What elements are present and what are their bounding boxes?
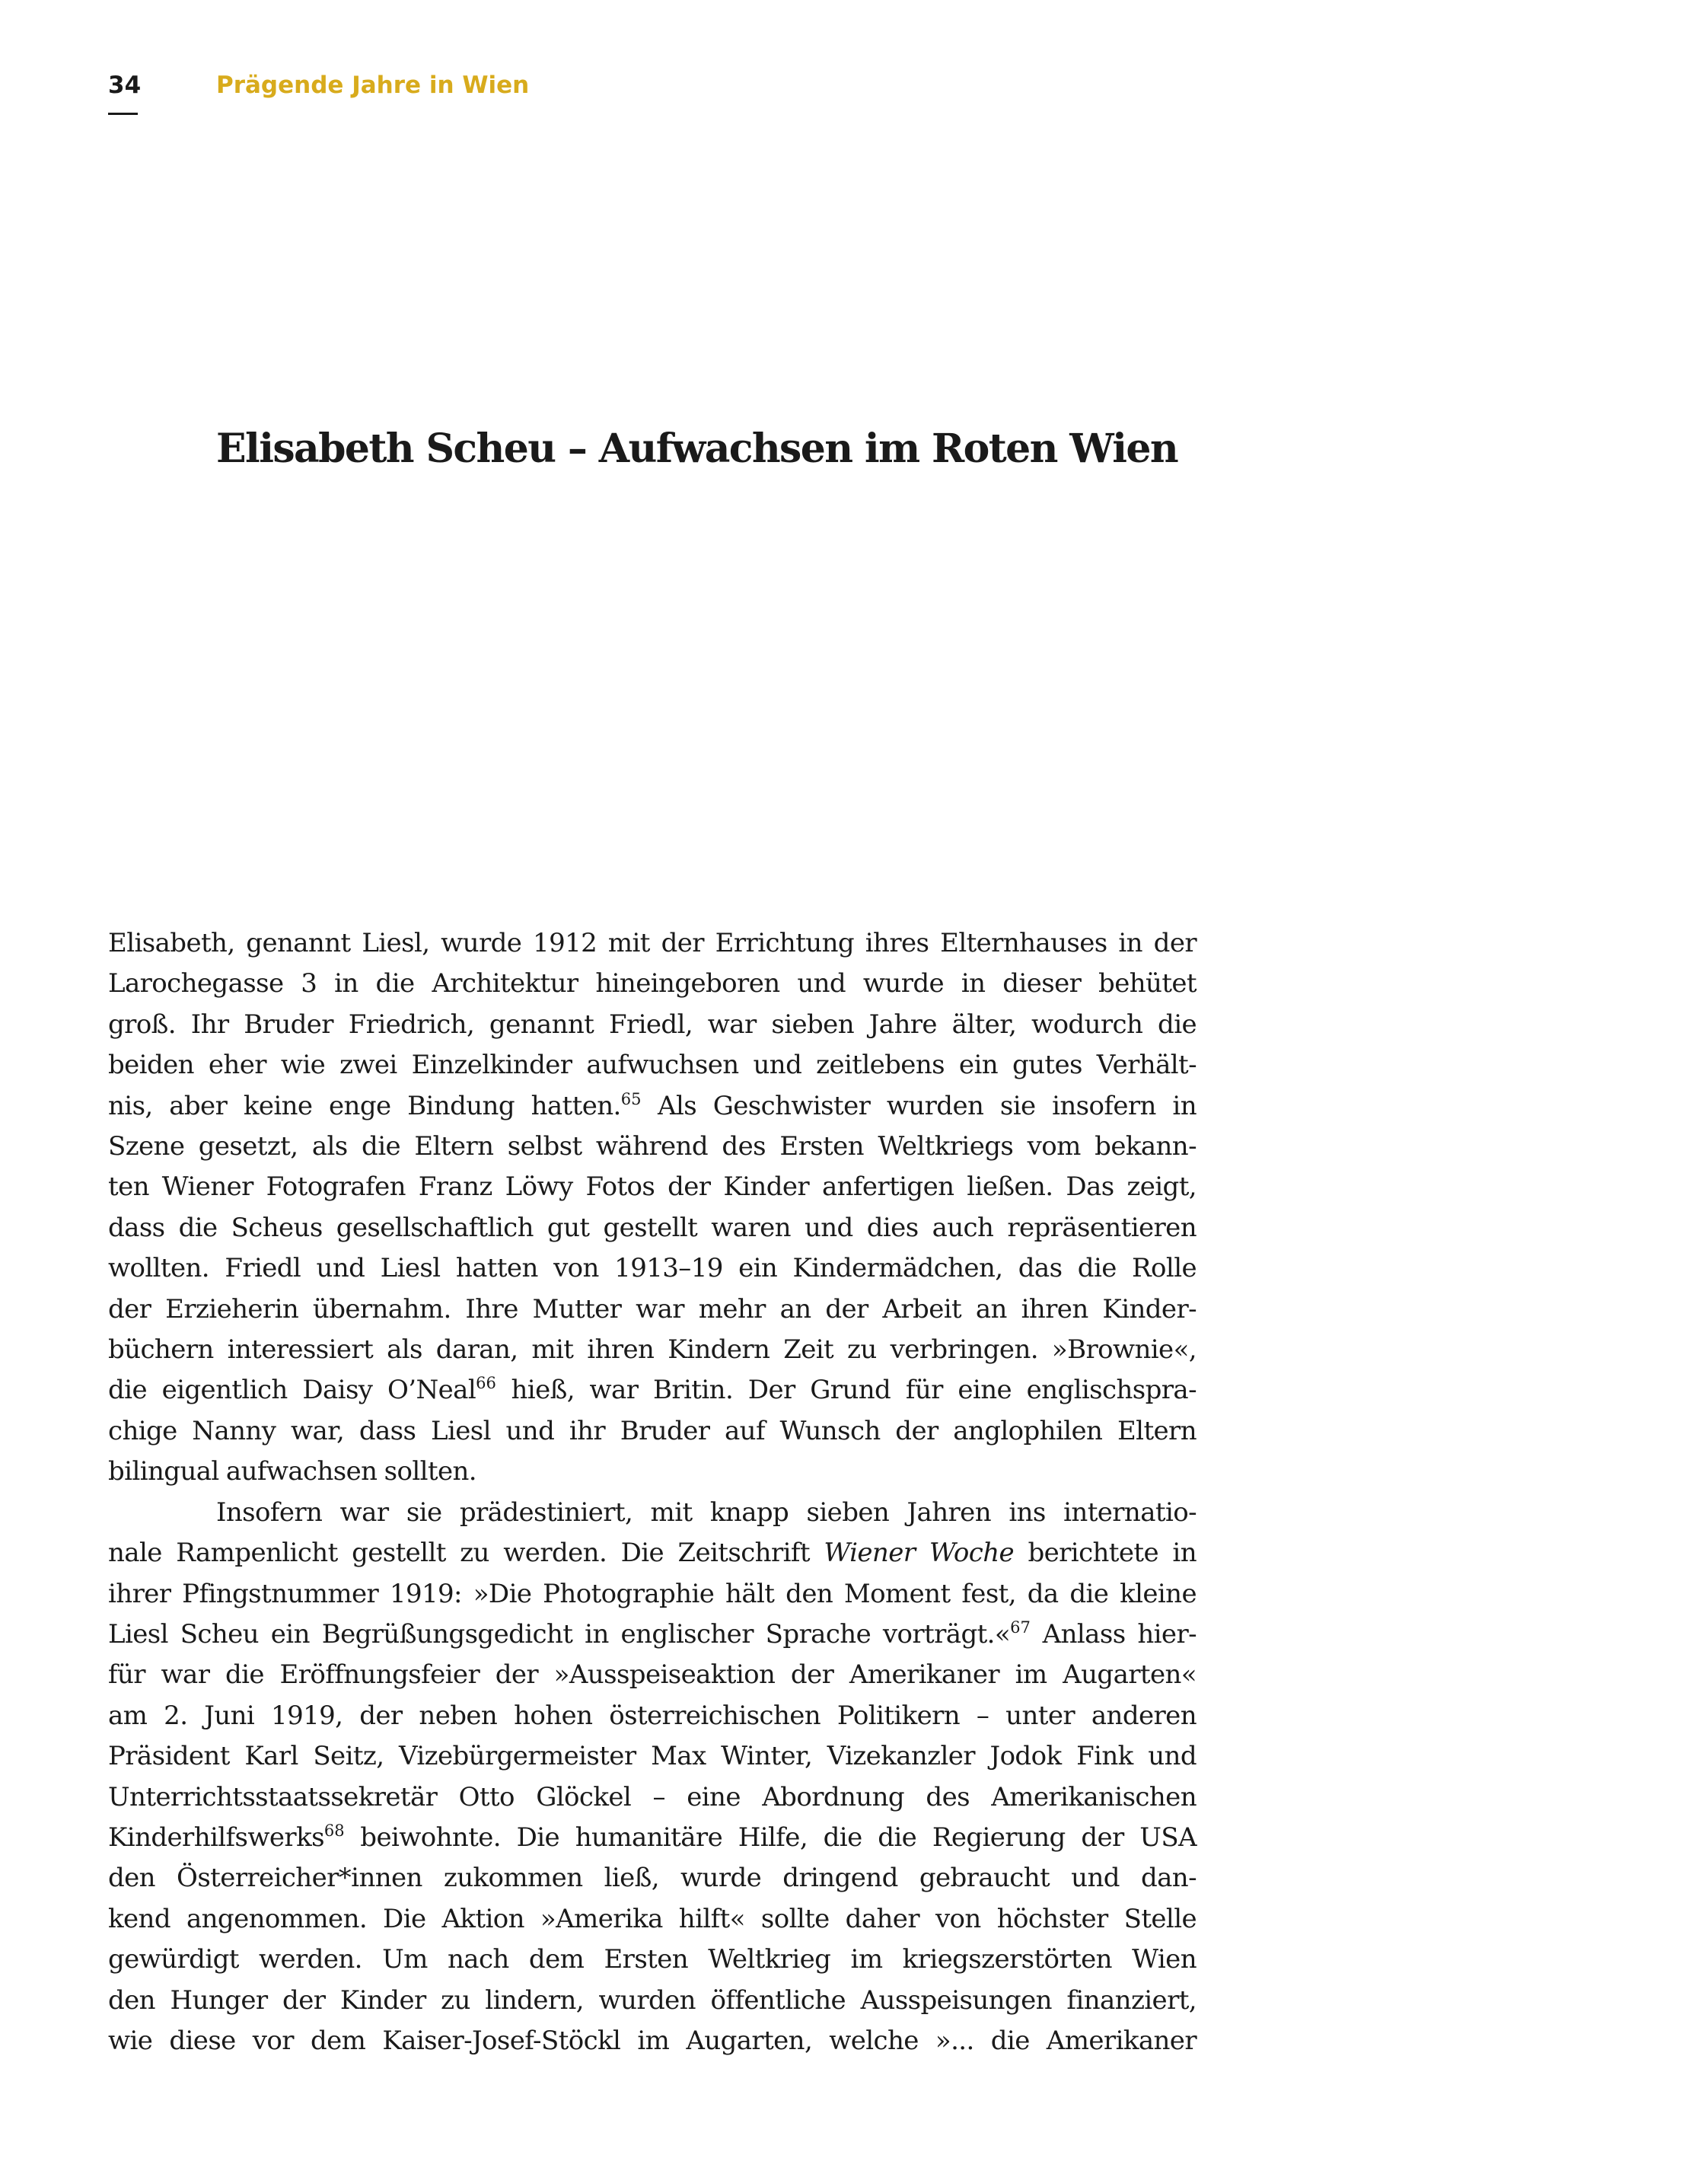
text-run: Liesl Scheu ein Begrüßungsgedicht in englischer Sprache vorträgt.« [108,1618,1011,1650]
running-title: Prägende Jahre in Wien [216,72,530,99]
text-line: am 2. Juni 1919, der neben hohen österreichischen Politikern – unter anderen [108,1700,1197,1731]
text-line: den Österreicher*innen zukommen ließ, wurde dringend gebraucht und dan- [108,1863,1197,1894]
body-text [108,923,1197,2061]
text-run: nis, aber keine enge Bindung hatten. [108,1090,621,1121]
page-number-rule [108,113,138,115]
text-line: Präsident Karl Seitz, Vizebürgermeister Max Winter, Vizekanzler Jodok Fink und [108,1741,1197,1772]
text-run: die eigentlich Daisy O’Neal [108,1375,476,1406]
running-head [108,70,1250,123]
text-run: Als Geschwister wurden sie insofern in [641,1090,1197,1121]
text-run: nale Rampenlicht gestellt zu werden. Die Zeitschrift [108,1538,824,1569]
paragraph-1 [108,923,1197,1493]
paragraph-2 [108,1493,1197,2062]
text-line: für war die Eröffnungsfeier der »Ausspeiseaktion der Amerikaner im Augarten« [108,1659,1197,1691]
text-line [108,1818,1197,1858]
text-line [108,1533,1197,1573]
text-line [108,1370,1197,1411]
text-line: den Hunger der Kinder zu lindern, wurden öffentliche Ausspeisungen finanziert, [108,1984,1197,2016]
text-line: beiden eher wie zwei Einzelkinder aufwuchsen und zeitlebens ein gutes Verhält- [108,1050,1197,1081]
text-line: chige Nanny war, dass Liesl und ihr Bruder auf Wunsch der anglophilen Eltern [108,1415,1197,1446]
text-line: wie diese vor dem Kaiser-Josef-Stöckl im Augarten, welche »... die Amerikaner [108,2025,1197,2056]
text-run: Kinderhilfswerks [108,1822,324,1853]
magazine-title: Wiener Woche [824,1538,1015,1569]
text-line: kend angenommen. Die Aktion »Amerika hilft« sollte daher von höchster Stelle [108,1903,1197,1934]
text-line: Elisabeth, genannt Liesl, wurde 1912 mit der Errichtung ihres Elternhauses in der [108,928,1197,958]
text-line: Insofern war sie prädestiniert, mit knapp sieben Jahren ins internatio- [216,1497,1197,1528]
text-run: Anlass hier- [1030,1618,1197,1650]
text-line: gewürdigt werden. Um nach dem Ersten Weltkrieg im kriegszerstörten Wien [108,1944,1197,1975]
text-line: Larochegasse 3 in die Architektur hineingeboren und wurde in dieser behütet [108,968,1197,999]
text-run: berichtete in [1014,1538,1197,1569]
text-line: wollten. Friedl und Liesl hatten von 1913–19 ein Kindermädchen, das die Rolle [108,1253,1197,1284]
text-line: groß. Ihr Bruder Friedrich, genannt Friedl, war sieben Jahre älter, wodurch die [108,1009,1197,1040]
text-line: dass die Scheus gesellschaftlich gut gestellt waren und dies auch repräsentieren [108,1212,1197,1243]
text-line: Szene gesetzt, als die Eltern selbst während des Ersten Weltkriegs vom bekann- [108,1131,1197,1162]
footnote-ref-68: 68 [323,1821,345,1840]
text-line [108,1615,1197,1655]
text-line [108,1086,1197,1127]
text-line: büchern interessiert als daran, mit ihren Kindern Zeit zu verbringen. »Brownie«, [108,1334,1197,1366]
text-line: der Erzieherin übernahm. Ihre Mutter war mehr an der Arbeit an ihren Kinder- [108,1293,1197,1324]
chapter-title: Elisabeth Scheu – Aufwachsen im Roten Wien [216,426,1178,472]
footnote-ref-65: 65 [620,1089,642,1108]
footnote-ref-66: 66 [476,1374,496,1393]
text-line: Unterrichtsstaatssekretär Otto Glöckel – eine Abordnung des Amerikanischen [108,1781,1197,1812]
text-line: ten Wiener Fotografen Franz Löwy Fotos der Kinder anfertigen ließen. Das zeigt, [108,1171,1197,1203]
page-number: 34 [108,72,142,99]
text-line: ihrer Pfingstnummer 1919: »Die Photographie hält den Moment fest, da die kleine [108,1578,1197,1609]
text-line: bilingual aufwachsen sollten. [108,1456,476,1487]
text-run: beiwohnte. Die humanitäre Hilfe, die die Regierung der USA [344,1822,1197,1853]
footnote-ref-67: 67 [1010,1618,1031,1637]
text-run: hieß, war Britin. Der Grund für eine englischspra- [496,1375,1197,1406]
